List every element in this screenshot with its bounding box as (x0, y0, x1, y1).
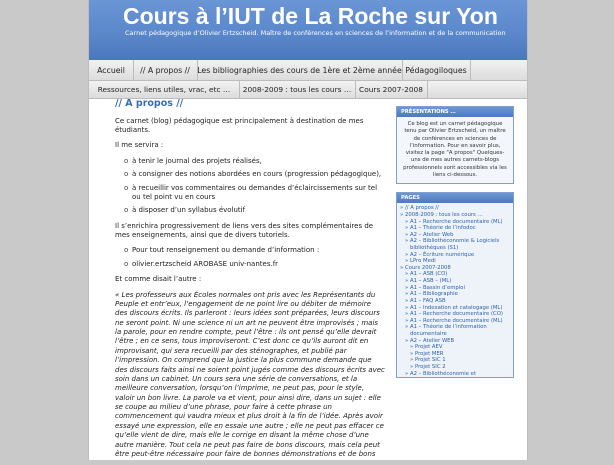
sidebar-page-link[interactable]: » // A propos // (400, 205, 510, 212)
sidebar-page-link[interactable]: » A2 – Atelier WEB (405, 338, 510, 345)
sidebar-page-link[interactable]: » A2 – Écriture numérique (405, 252, 510, 259)
widget-title: PRÉSENTATIONS … (397, 107, 513, 117)
sidebar-page-link[interactable]: » Projet SIC 2 (410, 364, 510, 371)
sidebar-page-link[interactable]: » A2 – Atelier Web (405, 232, 510, 239)
sidebar-page-link[interactable]: » Projet MER (410, 351, 510, 358)
post-content (115, 98, 385, 465)
sidebar-page-link[interactable]: » A2 – Bibliothéconomie et (405, 371, 510, 378)
list-item: o à tenir le journal des projets réalisés, (124, 157, 385, 166)
site-title[interactable]: Cours à l’IUT de La Roche sur Yon (123, 3, 498, 29)
list-item: o olivier.ertzscheid AROBASE univ-nantes.fr (124, 260, 385, 269)
presentation-widget (396, 106, 514, 184)
blog-header (89, 0, 527, 60)
main-navigation (89, 60, 527, 81)
sidebar-page-link[interactable]: » A1 – Recherche documentaire (ML) (405, 318, 510, 325)
widget-title: PAGES (397, 193, 513, 203)
contact-list (115, 246, 385, 269)
nav-tab-accueil[interactable]: Accueil (89, 60, 134, 80)
sidebar-page-link[interactable]: » Projet AEV (410, 344, 510, 351)
site-description: Carnet pédagogique d’Olivier Ertzscheid. Maître de conférences en sciences de l’information et de la communication (125, 29, 506, 37)
quote-intro: Et comme disait l’autre : (115, 275, 202, 284)
post-title[interactable]: // A propos // (115, 98, 184, 109)
presentation-text: Ce blog est un carnet pédagogique tenu par Olivier Ertzscheid, un maître de conférences en sciences de l’information. Pour en savoir plus, visitez la page "A propos" Quelques-uns de mes autres carnets-blogs professionnels sont accessibles via les liens ci-dessous. (403, 121, 507, 179)
sidebar-page-link[interactable]: » 2008-2009 : tous les cours … (400, 212, 510, 219)
sidebar-page-link[interactable]: » A1 – Recherche documentaire (ML) (405, 219, 510, 226)
sidebar-page-link[interactable]: » A1 – Bibliographie (405, 291, 510, 298)
nav-tab-bibliographies[interactable]: Les bibliographies des cours de 1ère et 2ème année (197, 60, 403, 80)
sidebar-page-link[interactable]: » A1 – Théorie de l’infodoc (405, 225, 510, 232)
quote-paragraph: « Les professeurs aux Écoles normales ont pris avec les Représentants du Peuple et entr’eux, l’engagement de ne point lire ou débiter de mémoire des discours écrits. Ils parleront : leurs idées sont préparées, leurs discours ne seront point. Ni une science ni un art ne peuvent être improvisés ; mais la parole, pour en rendre compte, peut l’être : ils ont pensé qu’elle devrait l’être ; en ce sens, tous improviseront. C’est donc ce qu’ils auront dit en improvisant, qui sera recueilli par des sténographes, et publié par l’impression. On comprend que la justice la plus commune demande que des discours faits ainsi ne soient point jugés comme des discours écrits avec soin dans un cabinet. Un cours sera une série de conversations, et la meilleure conversation, lorsqu’on l’imprime, ne peut pas, pour le style, valoir un bon livre. La parole va et vient, pour ainsi dire, dans un sujet : elle se coupe au milieu d’une phrase, pour faire à cette phrase un commencement qui vaudra mieux et plus droit à la fin de l’idée. Après avoir essayé une expression, elle en essaie une autre ; elle ne peut pas effacer ce qu’elle vient de dire, mais elle le corrige en disant la même chose d’une autre manière. Tout cela ne peut pas faire de bons discours, mais cela peut être peut-être nécessaire pour faire de bonnes démonstrations et de bons (115, 290, 385, 458)
page-wrapper (88, 0, 528, 460)
sidebar-page-link[interactable]: » A2 – Bibliothéconomie & Logiciels bibliothèques (S1) (405, 238, 510, 251)
nav-tab-pedagogiloques[interactable]: Pédagogiloques (402, 60, 471, 80)
list-item: o Pour tout renseignement ou demande d’information : (124, 246, 385, 255)
sidebar-page-link[interactable]: » Projet SIC 1 (410, 357, 510, 364)
post-intro: Ce carnet (blog) pédagogique est principalement à destination de mes étudiants. (115, 116, 364, 135)
sidebar-page-link[interactable]: » A1 – FAQ ASB (405, 298, 510, 305)
list-item: o à disposer d’un syllabus évolutif (124, 206, 385, 215)
list-item: o à recueillir vos commentaires ou demandes d’éclaircissements sur tel ou tel point vu en cours (124, 184, 385, 203)
sidebar-page-link[interactable]: » A1 – Indexation et catalogage (ML) (405, 305, 510, 312)
sidebar-page-link[interactable]: » Cours 2007-2008 (400, 265, 510, 272)
serve-list (115, 157, 385, 216)
nav-tab-a-propos[interactable]: // A propos // (133, 60, 198, 80)
secondary-navigation (89, 81, 527, 99)
sidebar-page-link[interactable]: » A1 – ASB (CO) (405, 271, 510, 278)
list-item: o à consigner des notions abordées en cours (progression pédagogique), (124, 170, 385, 179)
sidebar-page-link[interactable]: » A1 – Recherche documentaire (CO) (405, 311, 510, 318)
sidebar-page-link[interactable]: » LPro Medi (405, 258, 510, 265)
pages-list (397, 203, 513, 377)
sidebar-page-link[interactable]: » A1 – ASB – (ML) (405, 278, 510, 285)
nav-tab-cours-2007-2008[interactable]: Cours 2007-2008 (355, 81, 428, 98)
nav-tab-ressources[interactable]: Ressources, liens utiles, vrac, etc … (89, 81, 240, 98)
sidebar-page-link[interactable]: » A1 – Bassin d’emploi (405, 285, 510, 292)
pages-widget (396, 192, 514, 378)
nav-tab-2008-2009[interactable]: 2008-2009 : tous les cours … (239, 81, 356, 98)
sidebar-page-link[interactable]: » A1 – Théorie de l’information documentaire (405, 324, 510, 337)
serve-label: Il me servira : (115, 141, 164, 150)
enrich-paragraph: Il s’enrichira progressivement de liens vers des sites complémentaires de mes enseignements, ainsi que de divers tutoriels. (115, 221, 374, 240)
sidebar (396, 106, 514, 386)
